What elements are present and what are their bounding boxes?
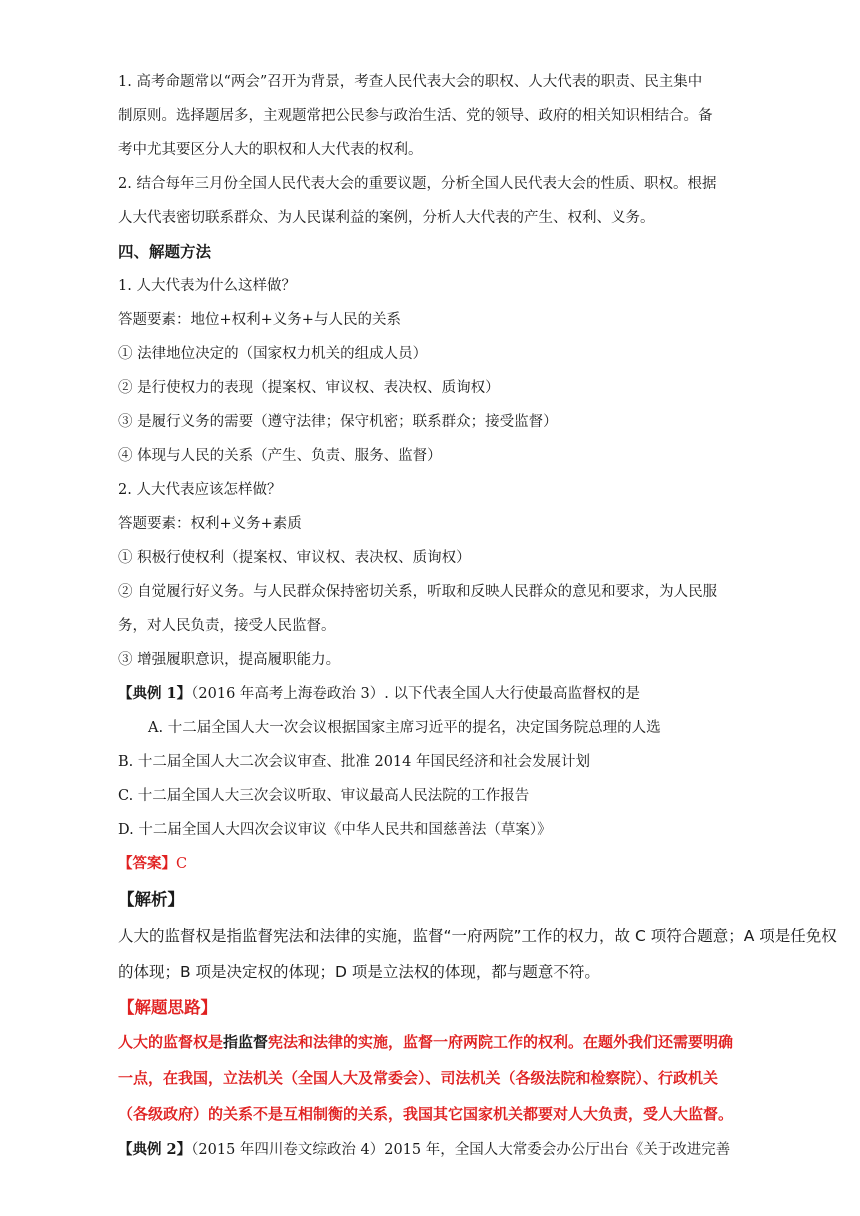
- example-1-label: 【典例 1】: [118, 685, 192, 702]
- thinking-line-1-part-c: 宪法和: [268, 1033, 314, 1051]
- thinking-line-3: （各级政府）的关系不是互相制衡的关系，我国其它国家机关都要对人大负责，受人大监督。: [118, 1105, 734, 1123]
- thinking-line-1-part-d: 法律的实施，监督一府两院工作的权利。在题外我们还需要明确: [313, 1033, 734, 1051]
- analysis-label: 【解析】: [118, 890, 184, 909]
- example-1-question-text: （2016 年高考上海卷政治 3）. 以下代表全国人大行使最高监督权的是: [191, 686, 640, 702]
- question-1-elements: 答题要素：地位+权利+义务+与人民的关系: [118, 312, 401, 328]
- question-1-item-2: ② 是行使权力的表现（提案权、审议权、表决权、质询权）: [118, 380, 500, 396]
- thinking-line-2: 一点，在我国，立法机关（全国人大及常委会）、司法机关（各级法院和检察院）、行政机关: [118, 1069, 719, 1087]
- question-1-title: 1. 人大代表为什么这样做？: [118, 278, 296, 294]
- paragraph-1-line-3: 考中尤其要区分人大的职权和人大代表的权利。: [118, 142, 423, 158]
- example-1-option-d: D. 十二届全国人大四次会议审议《中华人民共和国慈善法（草案）》: [118, 822, 552, 838]
- thinking-line-1-part-a: 人大的监督权是: [118, 1033, 224, 1051]
- analysis-line-2: 的体现；B 项是决定权的体现；D 项是立法权的体现，都与题意不符。: [118, 963, 600, 981]
- answer-label: 【答案】: [118, 855, 176, 872]
- question-1-item-4: ④ 体现与人民的关系（产生、负责、服务、监督）: [118, 448, 442, 464]
- answer-value: C: [176, 856, 188, 872]
- thinking-label: 【解题思路】: [118, 998, 217, 1017]
- question-2-elements: 答题要素：权利+义务+素质: [118, 516, 302, 532]
- example-1-option-b: B. 十二届全国人大二次会议审查、批准 2014 年国民经济和社会发展计划: [118, 754, 590, 770]
- example-2-question: [118, 1140, 730, 1160]
- paragraph-2-line-1: 2. 结合每年三月份全国人民代表大会的重要议题，分析全国人民代表大会的性质、职权。根据: [118, 176, 717, 192]
- question-2-item-2-line-2: 务，对人民负责，接受人民监督。: [118, 618, 336, 634]
- paragraph-1-line-1: 1. 高考命题常以“两会”召开为背景，考查人民代表大会的职权、人大代表的职责、民主集中: [118, 74, 703, 90]
- example-1-option-c: C. 十二届全国人大三次会议听取、审议最高人民法院的工作报告: [118, 788, 530, 804]
- question-1-item-1: ① 法律地位决定的（国家权力机关的组成人员）: [118, 346, 428, 362]
- example-1-question: [118, 684, 640, 704]
- question-2-item-2-line-1: ② 自觉履行好义务。与人民群众保持密切关系，听取和反映人民群众的意见和要求，为人民服: [118, 584, 718, 600]
- thinking-line-1-part-b: 指监督: [223, 1033, 269, 1051]
- question-2-item-3: ③ 增强履职意识，提高履职能力。: [118, 652, 341, 668]
- analysis-line-1: 人大的监督权是指监督宪法和法律的实施，监督“一府两院”工作的权力，故 C 项符合题意；A 项是任免权: [118, 927, 837, 945]
- paragraph-2-line-2: 人大代表密切联系群众、为人民谋利益的案例，分析人大代表的产生、权利、义务。: [118, 210, 655, 226]
- paragraph-1-line-2: 制原则。选择题居多，主观题常把公民参与政治生活、党的领导、政府的相关知识相结合。备: [118, 108, 713, 124]
- question-2-title: 2. 人大代表应该怎样做？: [118, 482, 282, 498]
- example-1-answer: [118, 854, 187, 874]
- question-2-item-1: ① 积极行使权利（提案权、审议权、表决权、质询权）: [118, 550, 471, 566]
- question-1-item-3: ③ 是履行义务的需要（遵守法律；保守机密；联系群众；接受监督）: [118, 414, 558, 430]
- example-2-question-text: （2015 年四川卷文综政治 4）2015 年，全国人大常委会办公厅出台《关于改进完善: [191, 1142, 731, 1158]
- thinking-line-1: [118, 1032, 733, 1052]
- example-2-label: 【典例 2】: [118, 1141, 192, 1158]
- example-1-option-a: A. 十二届全国人大一次会议根据国家主席习近平的提名，决定国务院总理的人选: [148, 720, 661, 736]
- section-heading-methods: 四、解题方法: [118, 242, 212, 261]
